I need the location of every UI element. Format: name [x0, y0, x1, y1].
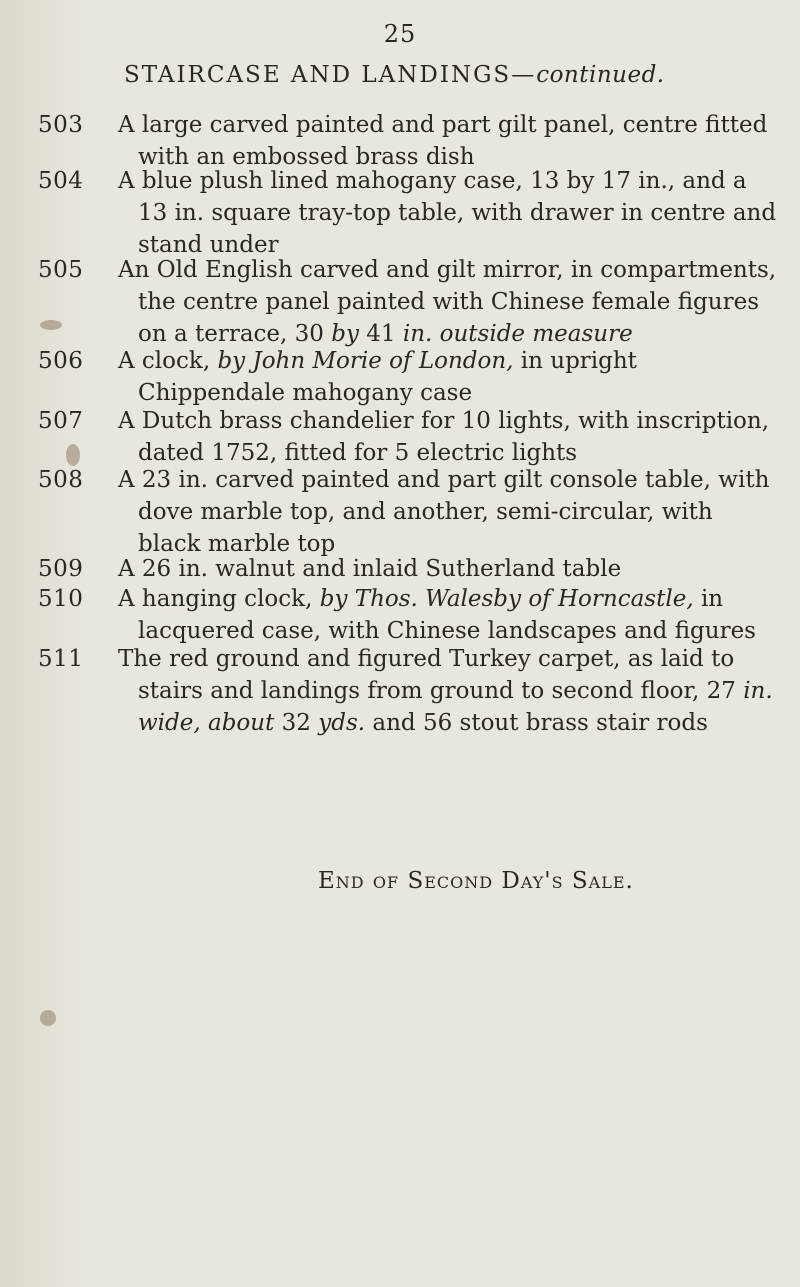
description-text: in lacquered case, with Chinese landscapes and figures: [138, 586, 756, 644]
lot-number: 507: [38, 408, 84, 434]
description-text: A large carved painted and part gilt panel, centre fitted with an embossed brass dish: [118, 112, 768, 170]
description-text: in. wide, about: [138, 677, 773, 736]
lot-description: [118, 346, 778, 410]
description-text: in upright Chippendale mahogany case: [138, 348, 637, 406]
description-text: by John Morie of London,: [217, 348, 514, 374]
description-text: The red ground and figured Turkey carpet, as laid to stairs and landings from ground to second floor, 27: [118, 646, 744, 704]
lot-description: [118, 110, 778, 174]
description-text: by: [331, 320, 359, 347]
lot-number: 510: [38, 586, 84, 612]
lot-description: [118, 166, 778, 261]
page-number: 25: [383, 20, 417, 48]
lot-number: 508: [38, 467, 84, 493]
description-text: 32: [274, 709, 319, 736]
lot-number: 509: [38, 556, 84, 582]
description-text: and 56 stout brass stair rods: [365, 709, 708, 736]
lot-description: [118, 255, 778, 350]
lot-number: 504: [38, 168, 84, 194]
description-text: A blue plush lined mahogany case, 13 by 17 in., and a 13 in. square tray-top table, with drawer in centre and stand under: [118, 168, 777, 258]
description-text: in. outside measure: [402, 320, 633, 347]
lot-number: 506: [38, 348, 84, 374]
lot-description: [118, 584, 778, 648]
description-text: yds.: [318, 709, 366, 736]
ink-stain: [40, 320, 62, 330]
section-continued: continued.: [536, 62, 665, 88]
ink-stain: [40, 1010, 56, 1026]
lot-description: [118, 465, 778, 560]
lot-description: [118, 644, 778, 739]
lot-number: 511: [38, 646, 84, 672]
description-text: A 26 in. walnut and inlaid Sutherland table: [118, 556, 622, 582]
description-text: A hanging clock,: [118, 586, 320, 612]
description-text: by Thos. Walesby of Horncastle,: [319, 586, 694, 612]
ink-stain: [66, 444, 80, 466]
lot-description: [118, 554, 778, 586]
end-of-sale-note: End of Second Day's Sale.: [318, 868, 634, 894]
description-text: A 23 in. carved painted and part gilt console table, with dove marble top, and another, semi-circular, with black marble top: [118, 467, 770, 557]
lot-number: 503: [38, 112, 84, 138]
section-heading: [124, 62, 764, 88]
description-text: An Old English carved and gilt mirror, in compartments, the centre panel painted with Chinese female figures on a terrace, 30: [118, 257, 777, 347]
description-text: A clock,: [118, 348, 218, 374]
description-text: A Dutch brass chandelier for 10 lights, with inscription, dated 1752, fitted for 5 electric lights: [118, 408, 770, 466]
lot-description: [118, 406, 778, 470]
lot-number: 505: [38, 257, 84, 283]
description-text: 41: [358, 320, 403, 347]
section-title: STAIRCASE AND LANDINGS—: [124, 62, 537, 88]
